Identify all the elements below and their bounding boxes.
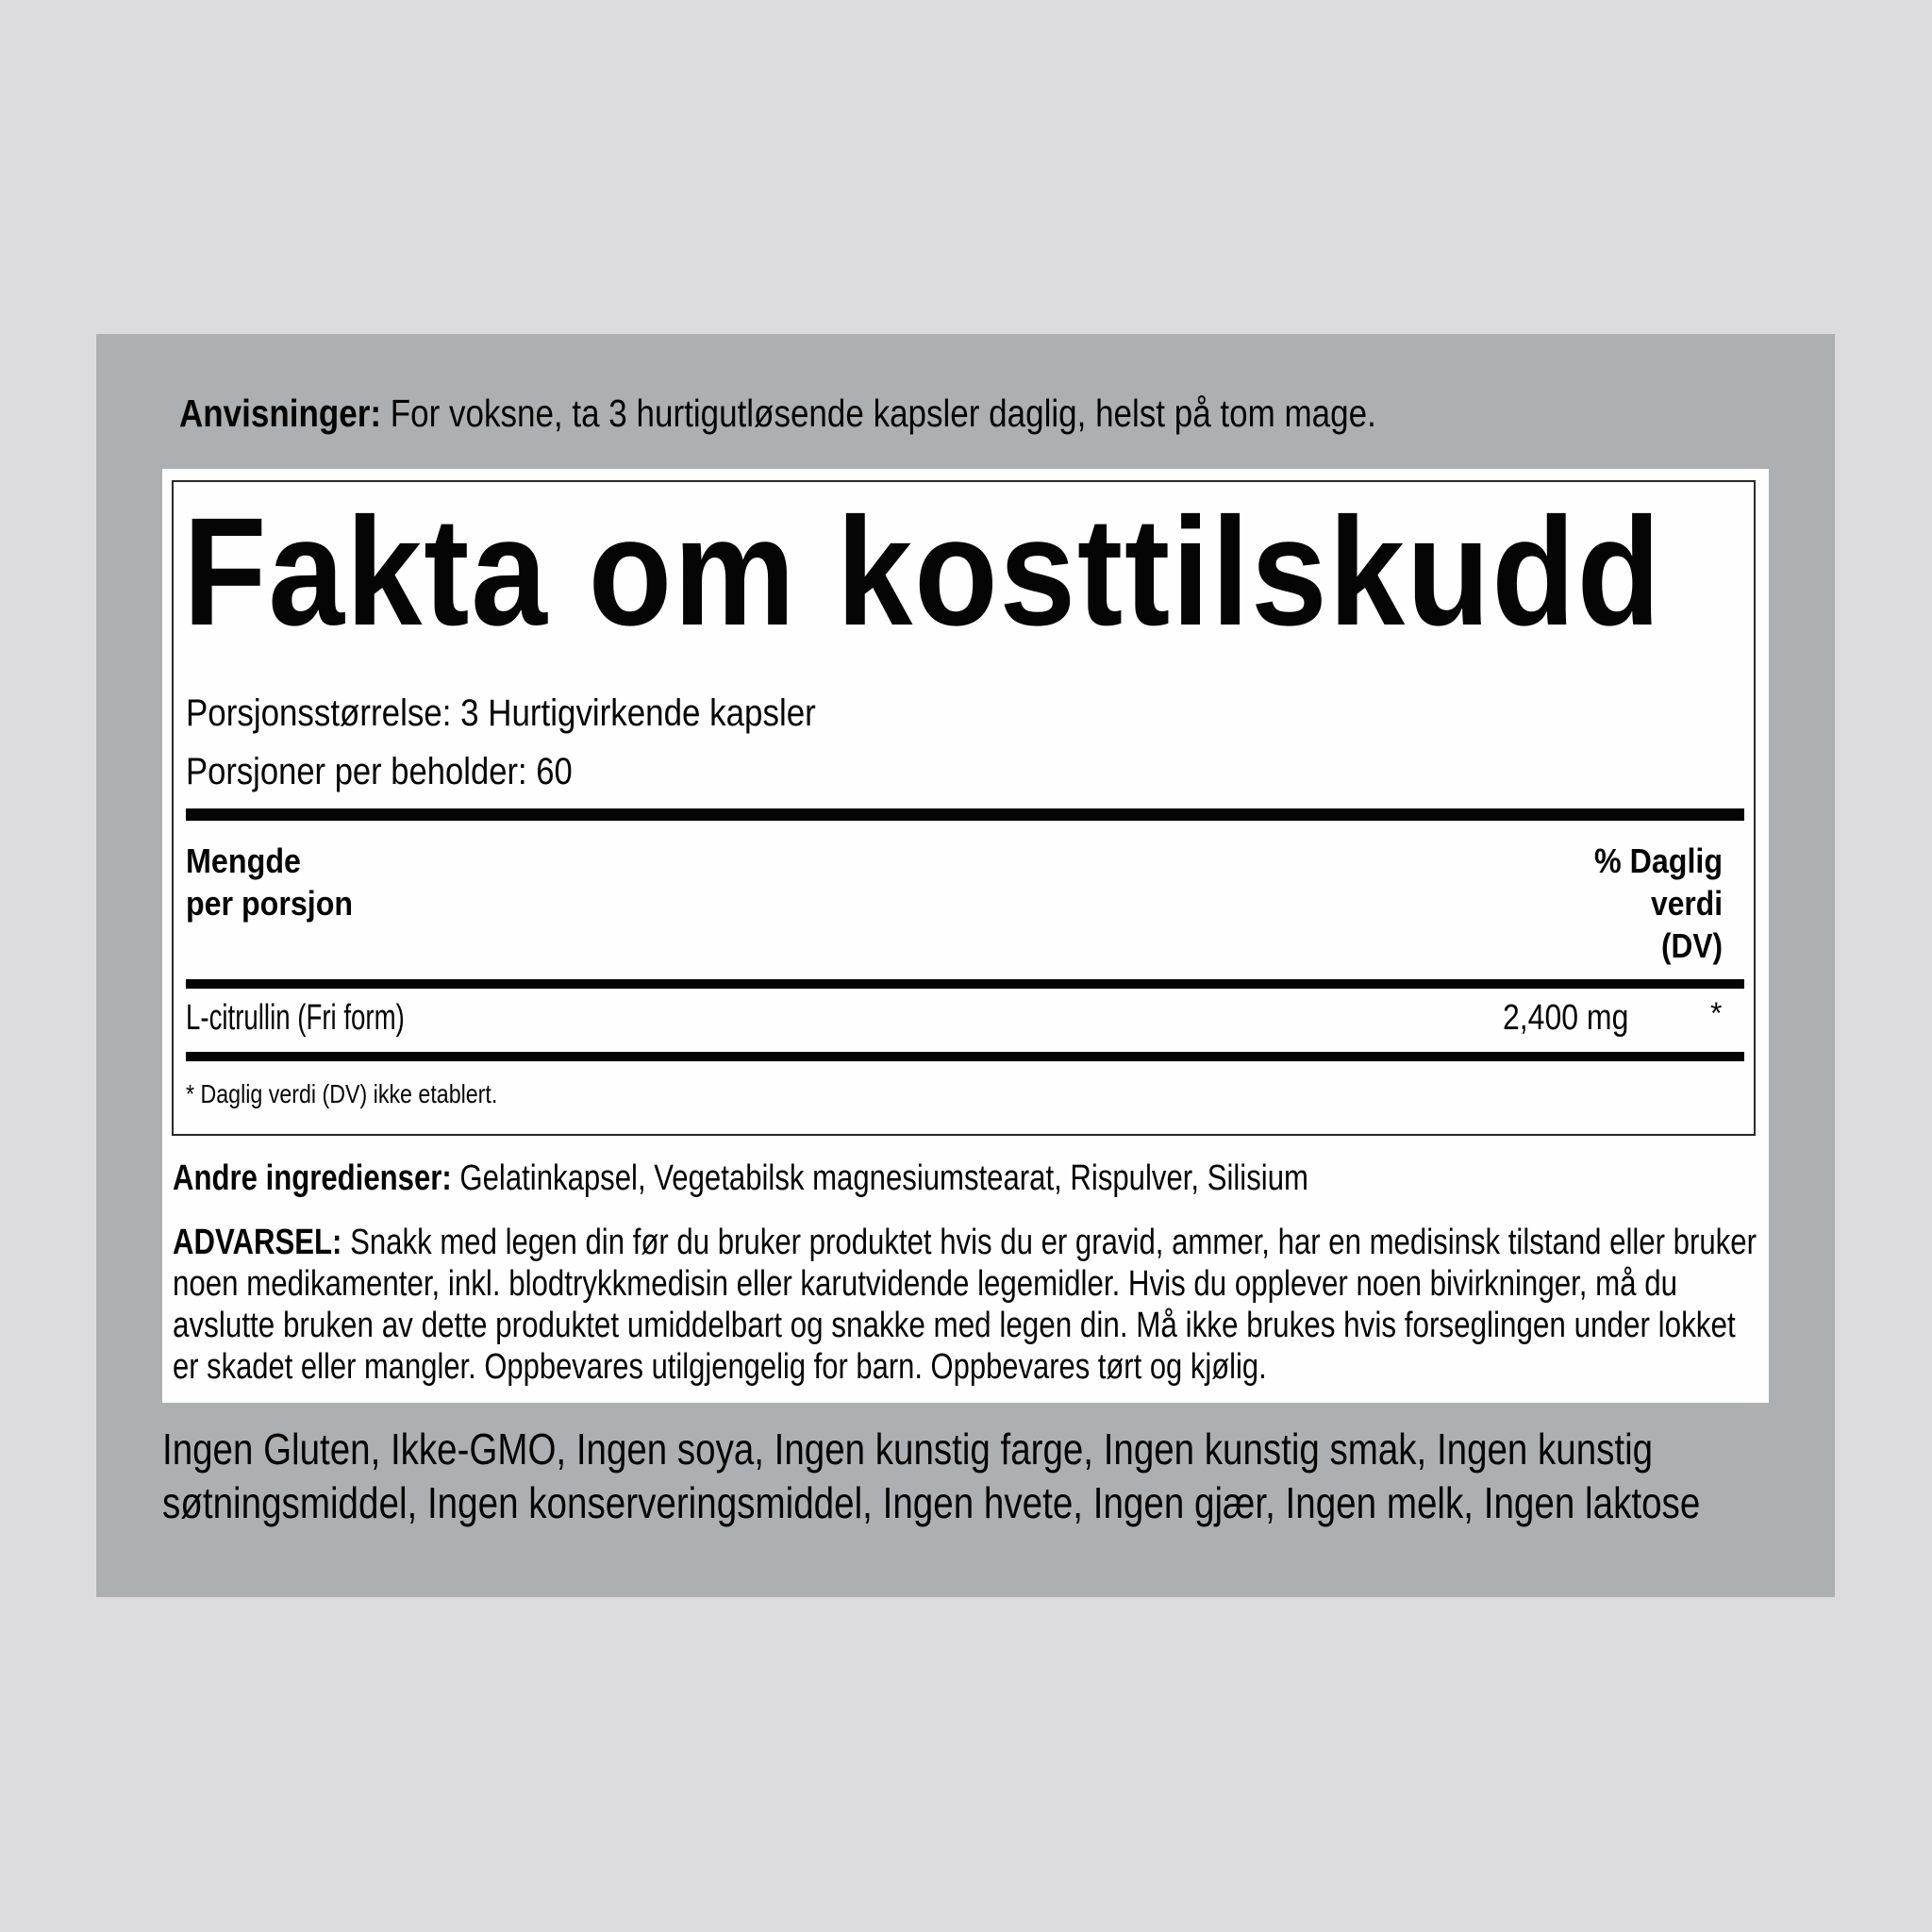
directions-text: For voksne, ta 3 hurtigutløsende kapsler daglig, helst på tom mage. (380, 391, 1376, 435)
dv-header-line2: verdi (1651, 884, 1724, 923)
warning-line-2: noen medikamenter, inkl. blodtrykkmedisin eller karutvidende legemidler. Hvis du opplever noen bivirkninger, må du (173, 1264, 1678, 1304)
dv-footnote: * Daglig verdi (DV) ikke etablert. (186, 1079, 498, 1108)
amount-header-line2: per porsjon (186, 884, 354, 923)
ingredient-amount: 2,400 mg (1503, 998, 1629, 1038)
medium-divider (186, 979, 1744, 989)
warning-line-1: ADVARSEL: Snakk med legen din før du bruker produktet hvis du er gravid, ammer, har en medisinsk tilstand eller bruker (173, 1223, 1757, 1262)
ingredient-name: L-citrullin (Fri form) (186, 998, 405, 1038)
amount-header-line1: Mengde (186, 841, 302, 880)
warning-line-3: avslutte bruken av dette produktet umiddelbart og snakke med legen din. Må ikke brukes hvis forseglingen under lokket (173, 1306, 1736, 1345)
thick-divider (186, 808, 1744, 821)
other-ingredients-label: Andre ingredienser: (173, 1158, 452, 1198)
directions-line (179, 391, 1376, 435)
medium-divider (186, 1052, 1744, 1061)
facts-title: Fakta om kosttilskudd (183, 485, 1662, 658)
other-ingredients-text: Gelatinkapsel, Vegetabilsk magnesiumstearat, Rispulver, Silisium (451, 1158, 1308, 1198)
warning-line-4: er skadet eller mangler. Oppbevares utilgjengelig for barn. Oppbevares tørt og kjølig. (173, 1347, 1267, 1387)
servings-per-container: Porsjoner per beholder: 60 (186, 751, 573, 792)
directions-label: Anvisninger: (179, 391, 381, 435)
warning-label: ADVARSEL: (173, 1223, 342, 1262)
other-ingredients (173, 1160, 1308, 1196)
free-from-line-2: søtningsmiddel, Ingen konserveringsmiddel, Ingen hvete, Ingen gjær, Ingen melk, Ingen laktose (162, 1478, 1701, 1527)
dv-header-line3: (DV) (1661, 926, 1723, 965)
dv-header-line1: % Daglig (1594, 841, 1724, 880)
serving-size: Porsjonsstørrelse: 3 Hurtigvirkende kapsler (186, 692, 816, 734)
free-from-line-1: Ingen Gluten, Ikke-GMO, Ingen soya, Ingen kunstig farge, Ingen kunstig smak, Ingen kunstig (162, 1424, 1654, 1474)
ingredient-dv: * (1710, 996, 1723, 1030)
